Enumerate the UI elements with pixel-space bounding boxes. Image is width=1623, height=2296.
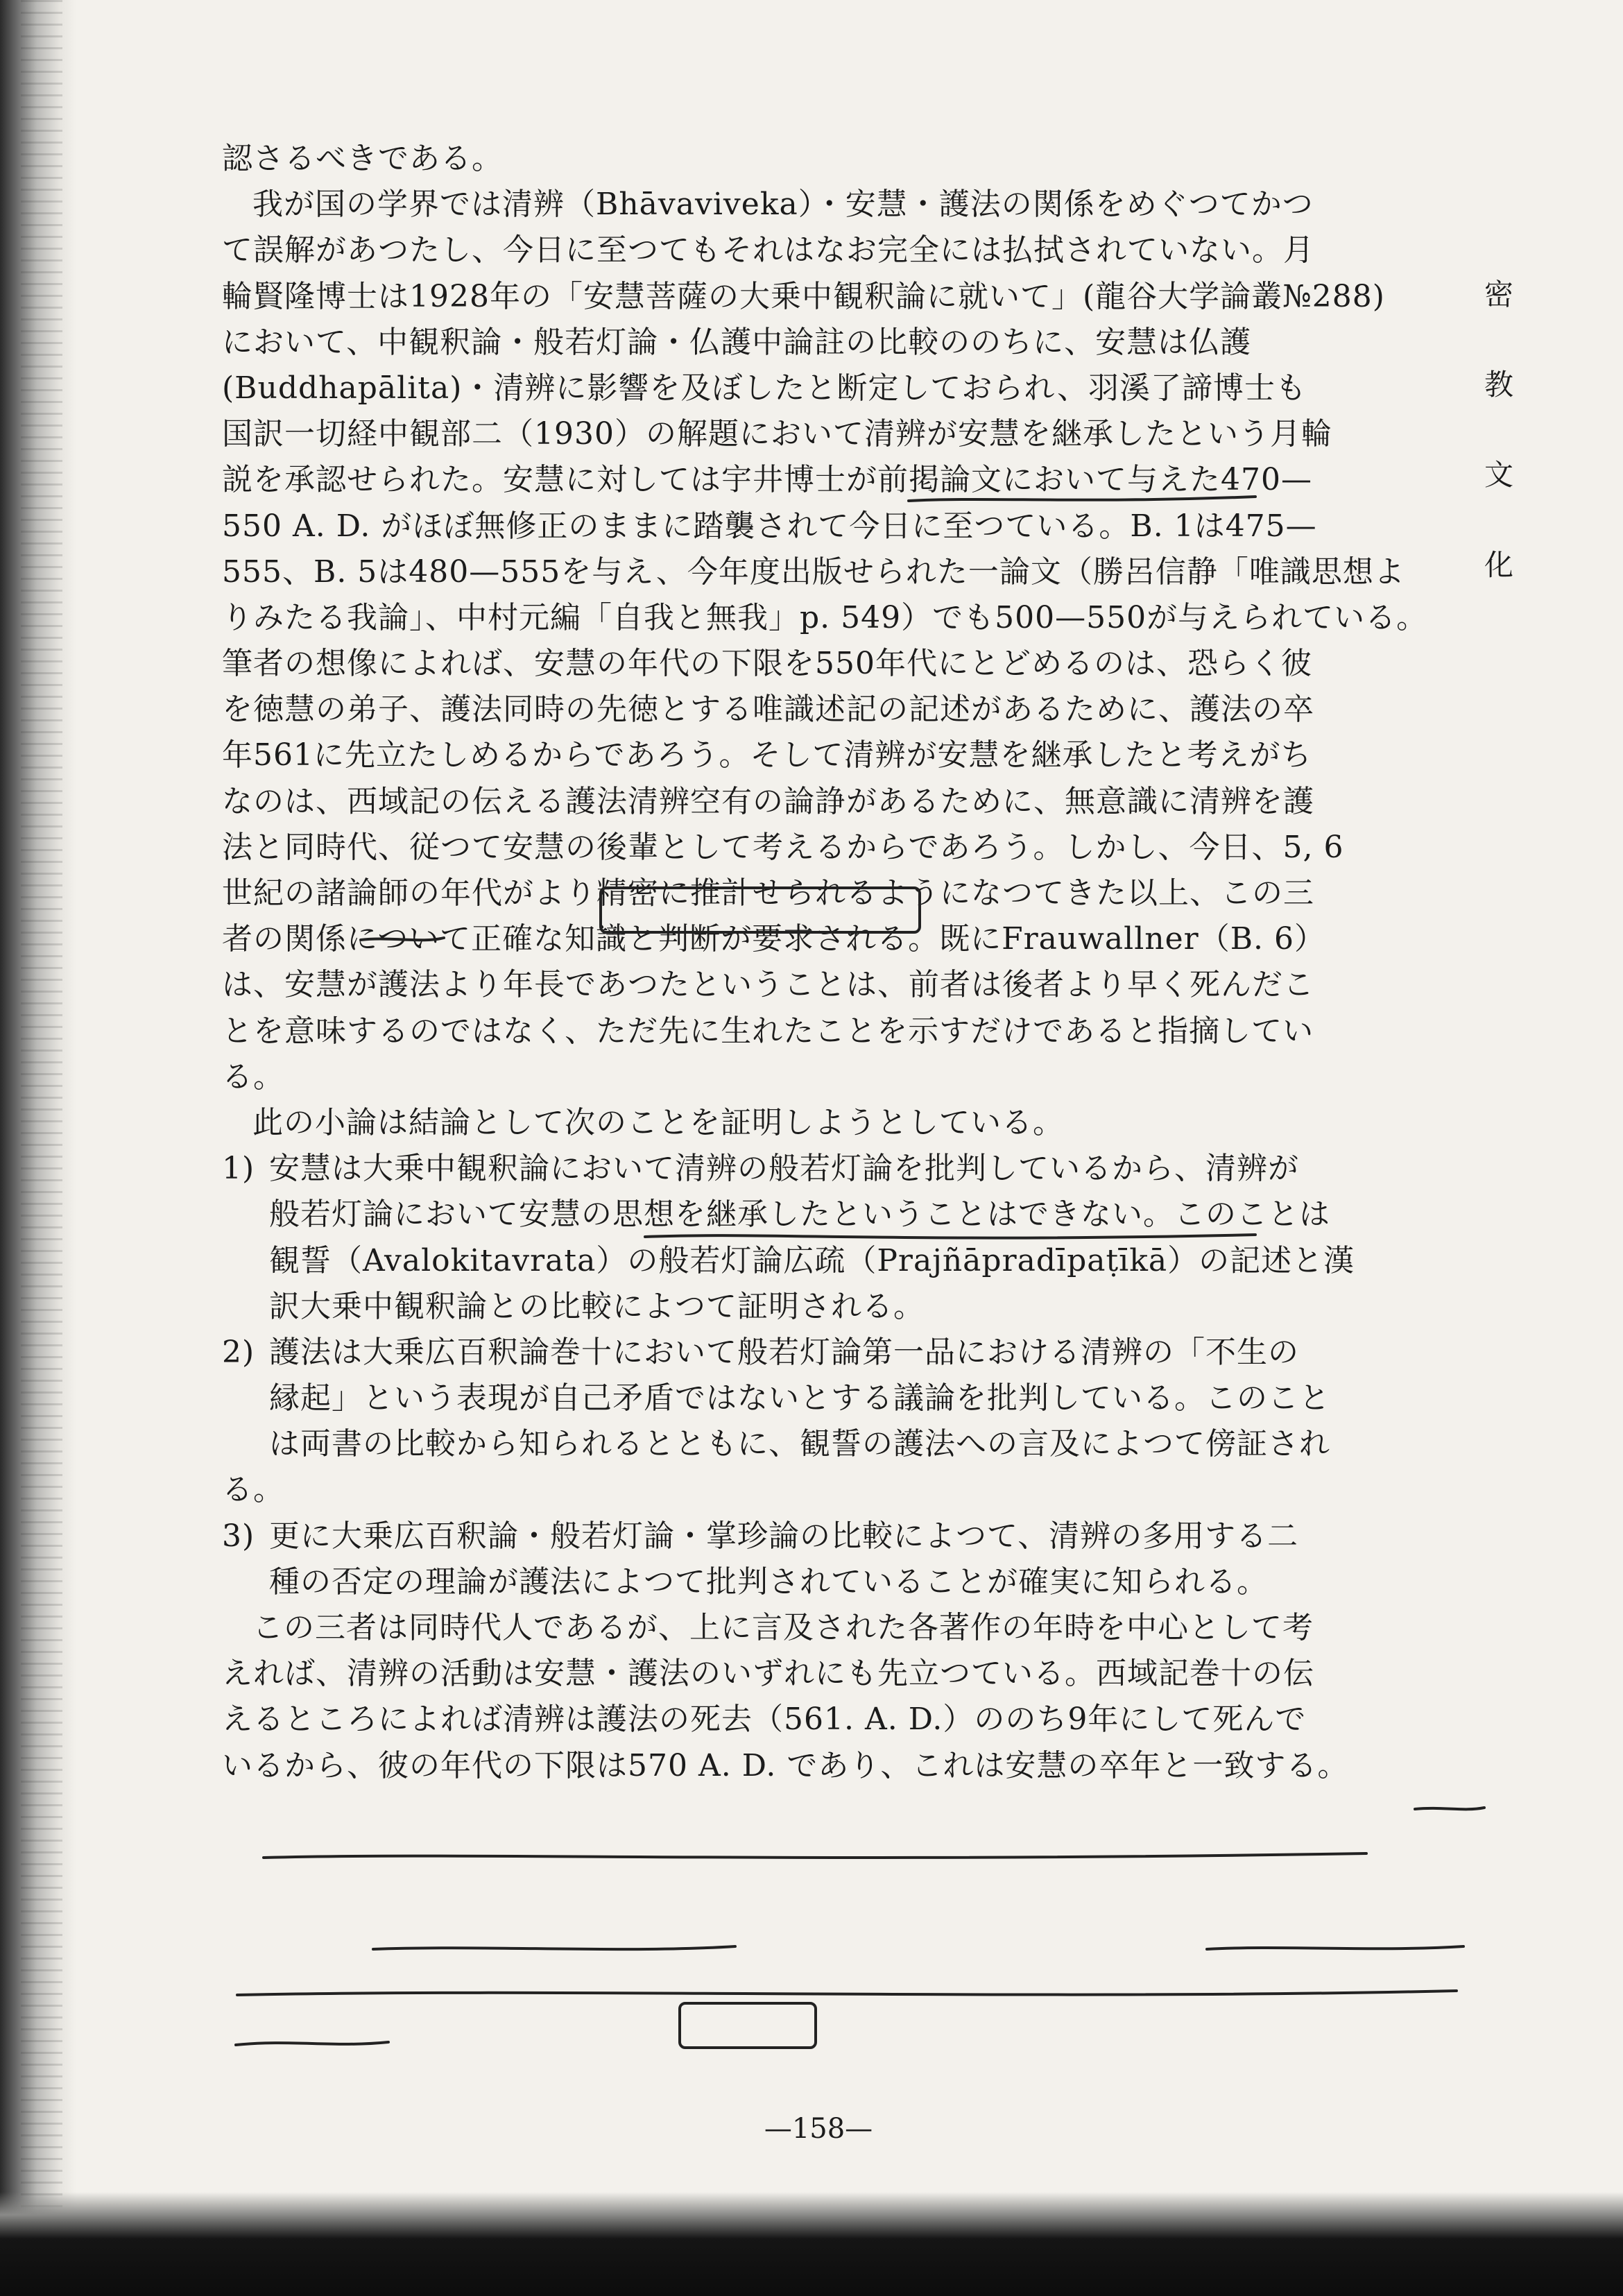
underline-stroke: [1207, 1946, 1463, 1949]
line-text: る。: [222, 1472, 284, 1508]
underline-stroke: [909, 497, 1255, 501]
line-text: 更に大乗広百釈論・般若灯論・掌珍論の比較によつて、清辨の多用する二: [269, 1518, 1299, 1554]
underline-stroke: [237, 1991, 1457, 1995]
line-text: 550 A. D. がほぼ無修正のままに踏襲されて今日に至つている。B. 1は475—: [222, 508, 1317, 544]
line-text: において、中観釈論・般若灯論・仏護中論註の比較ののちに、安慧は仏護: [222, 324, 1252, 360]
box-mark: [601, 888, 920, 932]
line-text: 説を承認せられた。安慧に対しては宇井博士が前掲論文において与えた470—: [222, 462, 1312, 498]
margin-title-char: 密: [1484, 277, 1513, 311]
line-text: なのは、西域記の伝える護法清辨空有の論諍があるために、無意識に清辨を護: [222, 783, 1314, 819]
line-text: る。: [222, 1059, 284, 1095]
line-text: 年561に先立たしめるからであろう。そして清辨が安慧を継承したと考えがち: [222, 737, 1312, 773]
line-text: 我が国の学界では清辨（Bhāvaviveka）・安慧・護法の関係をめぐつてかつ: [252, 187, 1314, 223]
line-text: 筆者の想像によれば、安慧の年代の下限を550年代にとどめるのは、恐らく彼: [222, 646, 1312, 682]
line-text: この三者は同時代人であるが、上に言及された各著作の年時を中心として考: [252, 1610, 1314, 1645]
scan-bottom-edge-shadow: [0, 2192, 1623, 2296]
margin-title-char: 化: [1484, 548, 1513, 582]
underline-stroke: [645, 1235, 1255, 1238]
page-number: —158—: [764, 2113, 873, 2145]
line-text: (Buddhapālita)・清辨に影響を及ぼしたと断定しておられ、羽溪了諦博士も: [222, 370, 1307, 406]
line-text: 訳大乗中観釈論との比較によつて証明される。: [269, 1288, 925, 1324]
line-text: えれば、清辨の活動は安慧・護法のいずれにも先立つている。西域記巻十の伝: [222, 1656, 1314, 1692]
line-text: 者の関係について正確な知識と判断が要求される。既にFrauwallner（B. 6）: [222, 921, 1326, 957]
line-text: を徳慧の弟子、護法同時の先徳とする唯識述記の記述があるために、護法の卒: [222, 692, 1314, 728]
line-text: 安慧は大乗中観釈論において清辨の般若灯論を批判しているから、清辨が: [269, 1151, 1299, 1187]
line-text: 縁起」という表現が自己矛盾ではないとする議論を批判している。このこと: [269, 1380, 1330, 1416]
line-text: 555、B. 5は480—555を与え、今年度出版せられた一論文（勝呂信静「唯識思想よ: [222, 554, 1405, 590]
line-text: とを意味するのではなく、ただ先に生れたことを示すだけであると指摘してい: [222, 1013, 1314, 1049]
line-text: は、安慧が護法より年長であつたということは、前者は後者より早く死んだこ: [222, 967, 1314, 1003]
margin-title-char: 教: [1484, 368, 1513, 402]
underline-stroke: [236, 2042, 388, 2045]
line-text: えるところによれば清辨は護法の死去（561. A. D.）ののち9年にして死んで: [222, 1702, 1307, 1738]
line-text: 護法は大乗広百釈論巻十において般若灯論第一品における清辨の「不生の: [269, 1334, 1299, 1370]
underline-stroke: [361, 938, 444, 940]
line-text: 世紀の諸論師の年代がより精密に推計せられるようになつてきた以上、この三: [222, 875, 1314, 911]
line-text: 観誓（Avalokitavrata）の般若灯論広疏（Prajñāpradīpaṭīkā）の記述と漢: [269, 1242, 1355, 1278]
line-text: 種の否定の理論が護法によつて批判されていることが確実に知られる。: [269, 1563, 1268, 1600]
line-text: いるから、彼の年代の下限は570 A. D. であり、これは安慧の卒年と一致する。: [222, 1747, 1349, 1783]
list-number: 1): [222, 1151, 255, 1187]
line-text: 此の小論は結論として次のことを証明しようとしている。: [252, 1104, 1064, 1140]
box-mark: [680, 2003, 816, 2048]
line-text: 般若灯論において安慧の思想を継承したということはできない。このことは: [269, 1197, 1330, 1233]
line-text: て誤解があつたし、今日に至つてもそれはなお完全には払拭されていない。月: [222, 232, 1314, 268]
underline-stroke: [373, 1946, 735, 1949]
underline-stroke: [1415, 1808, 1484, 1809]
list-number: 2): [222, 1334, 255, 1370]
underline-stroke: [264, 1853, 1366, 1858]
line-text: 法と同時代、従つて安慧の後輩として考えるからであろう。しかし、今日、5, 6: [222, 829, 1344, 865]
line-text: 認さるべきである。: [222, 141, 503, 176]
margin-title-char: 文: [1484, 458, 1513, 492]
list-number: 3): [222, 1518, 255, 1554]
line-text: 輪賢隆博士は1928年の「安慧菩薩の大乗中観釈論に就いて」(龍谷大学論叢№288): [222, 278, 1385, 314]
line-text: は両書の比較から知られるとともに、観誓の護法への言及によつて傍証され: [269, 1426, 1330, 1462]
line-text: りみたる我論」、中村元編「自我と無我」p. 549）でも500—550が与えられている。: [222, 599, 1428, 635]
line-text: 国訳一切経中観部二（1930）の解題において清辨が安慧を継承したという月輪: [222, 416, 1332, 452]
